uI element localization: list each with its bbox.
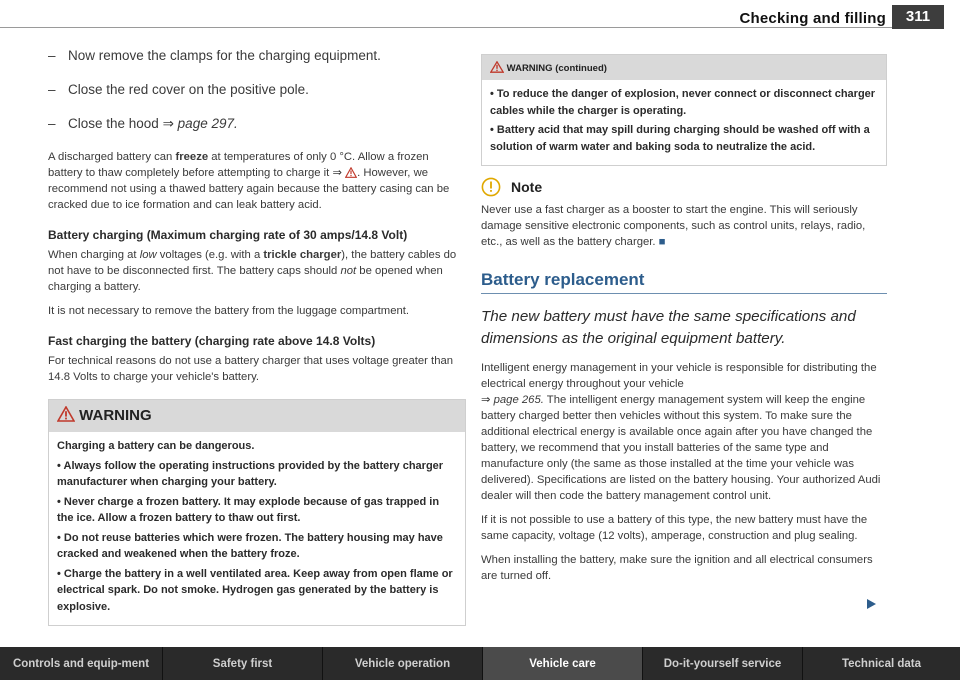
section-title: Battery replacement (481, 270, 887, 294)
warning-line: • Do not reuse batteries which were frozen. The battery housing may have cracked and weakened when the battery froze. (57, 531, 443, 560)
step-item: – Close the red cover on the positive pole. (48, 82, 309, 97)
nav-tab-safety[interactable]: Safety first (163, 647, 323, 680)
nav-tab-diy[interactable]: Do-it-yourself service (643, 647, 803, 680)
warning-triangle-icon[interactable] (345, 167, 357, 178)
chapter-nav (0, 647, 960, 680)
nav-tab-vehicle-care[interactable]: Vehicle care (483, 647, 643, 680)
warning-line: • Never charge a frozen battery. It may explode because of gas trapped in the ice. Allow a frozen battery to thaw out first. (57, 495, 440, 524)
warning-box (48, 399, 466, 626)
warning-triangle-icon (57, 406, 75, 422)
warning-box-continued (481, 54, 887, 166)
note-heading (481, 177, 887, 197)
chapter-title: Checking and filling (739, 10, 886, 27)
page-number-badge: 311 (892, 5, 944, 29)
note-title: Note (511, 179, 543, 195)
paragraph: If it is not possible to use a battery of this type, the new battery must have the same capacity, voltage (12 volts), amperage, construction and plug sealing. (481, 514, 868, 542)
lead-text: The new battery must have the same specifications and dimensions as the original equipment battery. (481, 308, 856, 347)
subheading: Battery charging (Maximum charging rate of 30 amps/14.8 Volt) (48, 228, 408, 242)
note-text: Never use a fast charger as a booster to start the engine. This will seriously damage sensitive electronic components, such as control units, relays, radio, etc., as well as the battery charger. ■ (481, 204, 866, 248)
left-column (48, 38, 466, 626)
warning-title: WARNING (79, 407, 152, 424)
continue-arrow-icon[interactable] (865, 598, 877, 610)
paragraph: Intelligent energy management in your vehicle is responsible for distributing the electrical energy throughout your vehicle ⇒ page 265. The intelligent energy management system will keep the engine battery charged better then vehicles without this system. To make sure the additional electrical energy is available once again after you have changed the battery, we recommend that you install batteries of the same type and manufacture only (the same as those installed at the time your vehicle was delivered). Specifications are listed on the battery housing. Your authorized Audi dealer will then code the battery management control unit. (481, 362, 881, 502)
nav-tab-operation[interactable]: Vehicle operation (323, 647, 483, 680)
warning-body (49, 432, 465, 625)
paragraph: For technical reasons do not use a battery charger that uses voltage greater than 14.8 Volts to charge your vehicle's battery. (48, 355, 454, 383)
warning-line: • To reduce the danger of explosion, never connect or disconnect charger cables while the charger is operating. (490, 88, 876, 117)
page-link[interactable]: page 297. (177, 116, 238, 131)
warning-line: • Charge the battery in a well ventilated area. Keep away from open flame or electrical spark. Do not smoke. Hydrogen gas generated by the battery is explosive. (57, 567, 453, 613)
subheading: Fast charging the battery (charging rate above 14.8 Volts) (48, 334, 376, 348)
warning-header (482, 55, 886, 80)
warning-header (49, 400, 465, 432)
step-item: – Now remove the clamps for the charging equipment. (48, 48, 381, 63)
paragraph: A discharged battery can freeze at temperatures of only 0 °C. Allow a frozen battery to thaw completely before attempting to charge it ⇒ . However, we recommend not using a thawed battery again because the battery casing can be cracked due to ice formation and can leak battery acid. (48, 151, 450, 211)
warning-title: WARNING (continued) (506, 63, 607, 74)
step-item: – Close the hood ⇒ page 297. (48, 116, 238, 131)
header-rule (0, 27, 892, 28)
warning-line: • Always follow the operating instructions provided by the battery charger manufacturer when charging your battery. (57, 459, 444, 488)
paragraph: When installing the battery, make sure the ignition and all electrical consumers are turned off. (481, 554, 873, 582)
paragraph: It is not necessary to remove the battery from the luggage compartment. (48, 305, 410, 317)
page-link[interactable]: page 265. (493, 394, 544, 406)
warning-body (482, 80, 886, 165)
right-column (481, 38, 887, 592)
note-exclamation-icon (481, 177, 501, 197)
nav-tab-technical[interactable]: Technical data (841, 657, 922, 670)
warning-line: • Battery acid that may spill during charging should be washed off with a solution of warm water and baking soda to neutralize the acid. (490, 124, 870, 153)
warning-triangle-icon (490, 61, 504, 73)
paragraph: When charging at low voltages (e.g. with a trickle charger), the battery cables do not have to be disconnected first. The battery caps should not be opened when charging a battery. (48, 249, 457, 293)
page-header (0, 0, 960, 30)
nav-tab-controls[interactable]: Controls and equip-ment (0, 647, 163, 680)
warning-line: Charging a battery can be dangerous. (57, 440, 255, 452)
